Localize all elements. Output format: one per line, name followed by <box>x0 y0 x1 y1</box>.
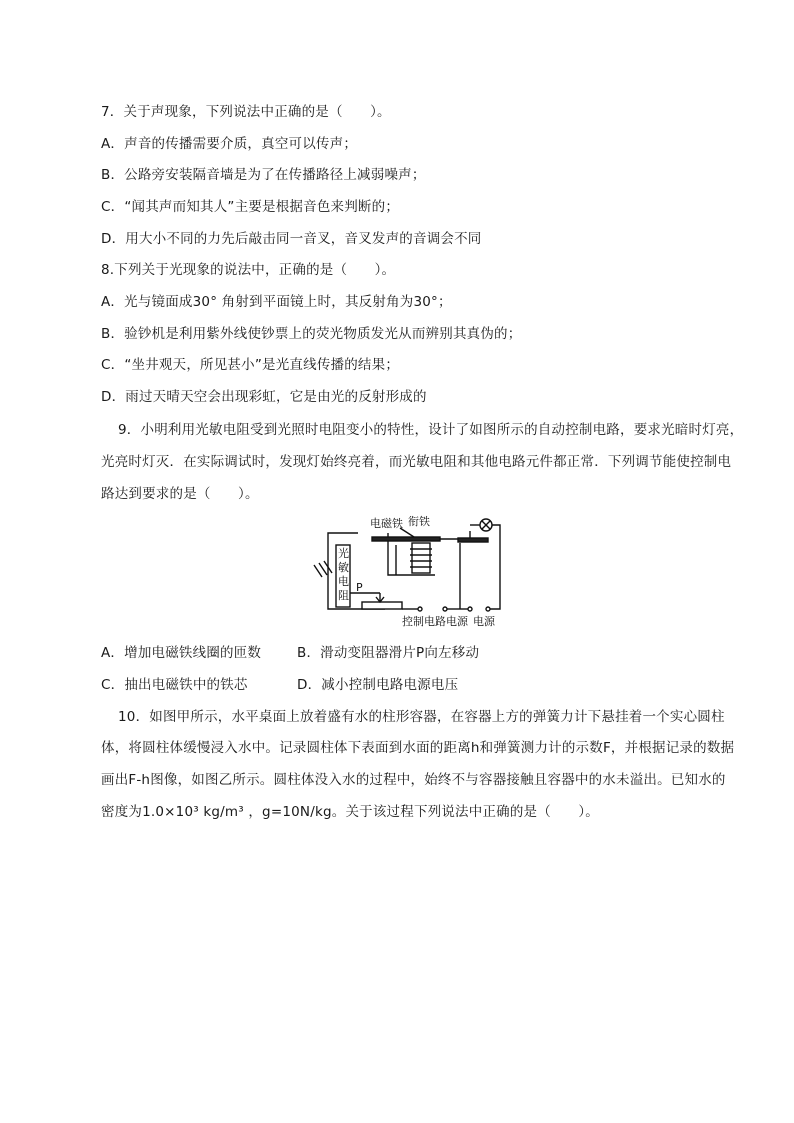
photoresistor-char-1: 光 <box>338 547 349 560</box>
control-circuit-diagram <box>310 513 510 633</box>
q9-stem-line-1: 9．小明利用光敏电阻受到光照时电阻变小的特性，设计了如图所示的自动控制电路，要求光暗时灯亮， <box>118 422 744 438</box>
q7-option-b: B．公路旁安装隔音墙是为了在传播路径上减弱噪声； <box>101 167 426 183</box>
armature-label: 衔铁 <box>408 515 430 528</box>
slider-label: P <box>356 581 363 594</box>
q8-stem: 8.下列关于光现象的说法中，正确的是（ ）。 <box>101 262 396 278</box>
q7-stem: 7．关于声现象，下列说法中正确的是（ ）。 <box>101 104 391 120</box>
q9-option-a: A．增加电磁铁线圈的匝数 <box>101 645 262 661</box>
q9-stem-line-3: 路达到要求的是（ ）。 <box>101 486 259 502</box>
q9-option-b: B．滑动变阻器滑片P向左移动 <box>297 645 480 661</box>
photoresistor-char-4: 阻 <box>338 589 349 602</box>
control-source-label: 控制电路电源 <box>402 615 468 628</box>
q9-option-c: C．抽出电磁铁中的铁芯 <box>101 677 248 693</box>
q8-option-d: D．雨过天晴天空会出现彩虹，它是由光的反射形成的 <box>101 389 427 405</box>
photoresistor-char-2: 敏 <box>338 561 349 574</box>
electromagnet-label: 电磁铁 <box>370 517 403 530</box>
q8-option-b: B．验钞机是利用紫外线使钞票上的荧光物质发光从而辨别其真伪的； <box>101 326 522 342</box>
source-label: 电源 <box>473 615 495 628</box>
q7-option-c: C．“闻其声而知其人”主要是根据音色来判断的； <box>101 199 400 215</box>
q10-stem-line-2: 体，将圆柱体缓慢浸入水中。记录圆柱体下表面到水面的距离h和弹簧测力计的示数F，并根据记录的数据 <box>101 740 735 756</box>
q8-option-c: C．“坐井观天，所见甚小”是光直线传播的结果； <box>101 357 400 373</box>
photoresistor-char-3: 电 <box>338 575 349 588</box>
q8-option-a: A．光与镜面成30° 角射到平面镜上时，其反射角为30°； <box>101 294 452 310</box>
q7-option-d: D．用大小不同的力先后敲击同一音叉，音叉发声的音调会不同 <box>101 231 482 247</box>
q9-option-d: D．减小控制电路电源电压 <box>297 677 459 693</box>
q10-stem-line-4: 密度为1.0×10³ kg/m³ ，g=10N/kg。关于该过程下列说法中正确的是（ ）。 <box>101 804 599 820</box>
q9-stem-line-2: 光亮时灯灭．在实际调试时，发现灯始终亮着，而光敏电阻和其他电路元件都正常．下列调节能使控制电 <box>101 454 732 470</box>
q7-option-a: A．声音的传播需要介质，真空可以传声； <box>101 136 358 152</box>
q10-stem-line-1: 10．如图甲所示，水平桌面上放着盛有水的柱形容器，在容器上方的弹簧力计下悬挂着一个实心圆柱 <box>118 709 725 725</box>
q10-stem-line-3: 画出F-h图像，如图乙所示。圆柱体没入水的过程中，始终不与容器接触且容器中的水未溢出。已知水的 <box>101 772 726 788</box>
